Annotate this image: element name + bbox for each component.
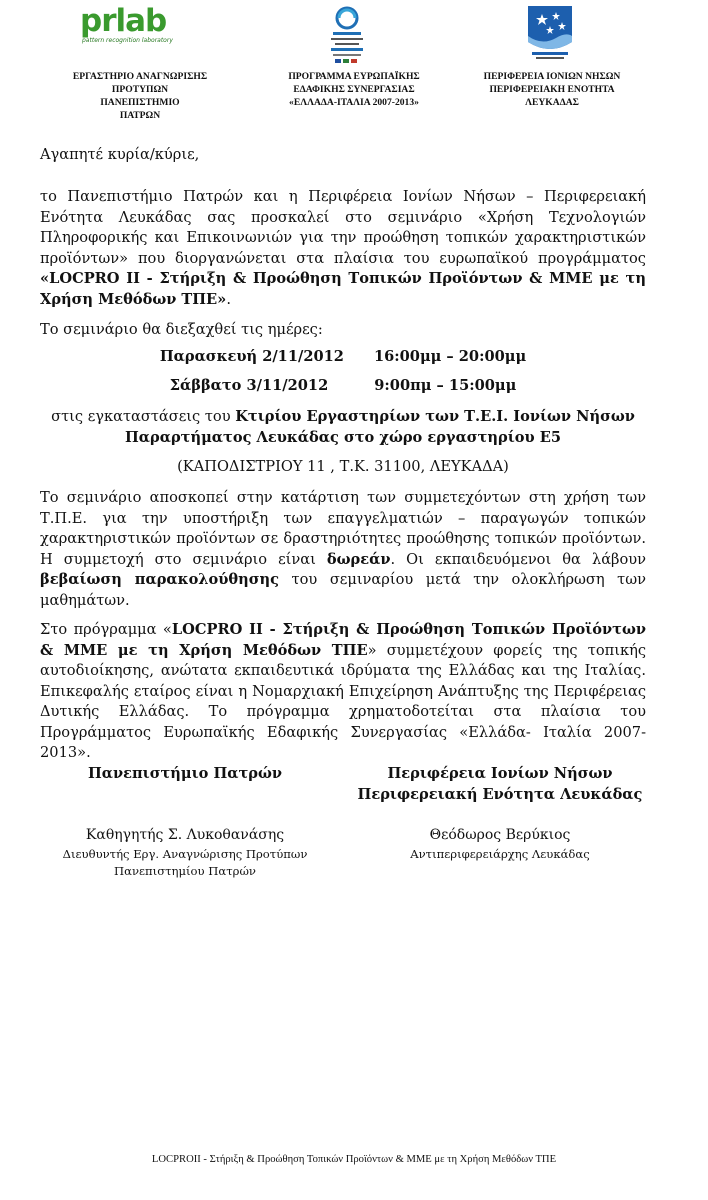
letterhead	[0, 0, 708, 130]
venue: στις εγκαταστάσεις του Κτιρίου Εργαστηρίων των Τ.Ε.Ι. Ιονίων Νήσων Παραρτήματος Λευκάδας στο χώρο εργαστηρίου Ε5	[51, 408, 635, 446]
seminar-description: Το σεμινάριο αποσκοπεί στην κατάρτιση των συμμετεχόντων στη χρήση των Τ.Π.Ε. για την υποστήριξη των επαγγελματιών – παραγωγών τοπικών χαρακτηριστικών προϊόντων σε δραστηριότητες προώθησης τοπικών προϊόντων. Η συμμετοχή στο σεμινάριο είναι δωρεάν. Οι εκπαιδευόμενοι θα λάβουν βεβαίωση παρακολούθησης του σεμιναρίου μετά την ολοκλήρωση των μαθημάτων.	[40, 489, 647, 609]
programme-title: «LOCPRO II - Στήριξη & Προώθηση Τοπικών Προϊόντων & ΜΜΕ με τη Χρήση Μεθόδων ΤΠΕ»	[40, 270, 646, 308]
prlab-logo-text: prlab	[80, 3, 167, 39]
signature-left-org: Πανεπιστήμιο Πατρών	[87, 765, 283, 782]
caption-pattern-lab: ΕΡΓΑΣΤΗΡΙΟ ΑΝΑΓΝΩΡΙΣΗΣ ΠΡΟΤΥΠΩΝ ΠΑΝΕΠΙΣΤΗΜΙΟ ΠΑΤΡΩΝ	[72, 71, 208, 121]
ionian-islands-logo	[522, 2, 578, 64]
prlab-logo-subtitle: pattern recognition laboratory	[82, 37, 173, 44]
page-footer: LOCPROII - Στήριξη & Προώθηση Τοπικών Προϊόντων & ΜΜΕ με τη Χρήση Μεθόδων ΤΠΕ	[151, 1154, 557, 1165]
caption-programme: ΠΡΟΓΡΑΜΜΑ ΕΥΡΩΠΑΪΚΗΣ ΕΔΑΦΙΚΗΣ ΣΥΝΕΡΓΑΣΙΑΣ «ΕΛΛΑΔΑ-ΙΤΑΛΙΑ 2007-2013»	[288, 71, 420, 108]
invitation-paragraph: το Πανεπιστήμιο Πατρών και η Περιφέρεια Ιονίων Νήσων – Περιφερειακή Ενότητα Λευκάδας σας προσκαλεί στο σεμινάριο «Χρήση Τεχνολογιών Πληροφορικής και Επικοινωνιών για την προώθηση τοπικών χαρακτηριστικών προϊόντων» που διοργανώνεται στα πλαίσια του ευρωπαϊκού προγράμματος «LOCPRO II - Στήριξη & Προώθηση Τοπικών Προϊόντων & ΜΜΕ με τη Χρήση Μεθόδων ΤΠΕ».	[40, 188, 646, 308]
interreg-logo	[323, 4, 371, 66]
address: (ΚΑΠΟΔΙΣΤΡΙΟΥ 11 , Τ.Κ. 31100, ΛΕΥΚΑΔΑ)	[177, 458, 509, 475]
date-line-1: Παρασκευή 2/11/2012 16:00μμ – 20:00μμ	[159, 348, 527, 365]
dates-intro: Το σεμινάριο θα διεξαχθεί τις ημέρες:	[40, 321, 323, 338]
programme-description: Στο πρόγραμμα «LOCPRO II - Στήριξη & Προώθηση Τοπικών Προϊόντων & ΜΜΕ με τη Χρήση Μεθόδων ΤΠΕ» συμμετέχουν φορείς της τοπικής αυτοδιοίκησης, ανώτατα εκπαιδευτικά ιδρύματα της Ελλάδας και της Ιταλίας. Επικεφαλής εταίρος είναι η Νομαρχιακή Επιχείρηση Ανάπτυξης της Περιφέρειας Δυτικής Ελλάδας. Το πρόγραμμα χρηματοδοτείται στα πλαίσια του Προγράμματος Ευρωπαϊκής Εδαφικής Συνεργασίας «Ελλάδα- Ιταλία 2007-2013».	[40, 621, 647, 761]
ionian-emblem-icon	[522, 2, 578, 64]
venue-building: Κτιρίου Εργαστηρίων των Τ.Ε.Ι. Ιονίων Νήσων Παραρτήματος Λευκάδας στο χώρο εργαστηρίου Ε5	[125, 408, 635, 446]
caption-region: ΠΕΡΙΦΕΡΕΙΑ ΙΟΝΙΩΝ ΝΗΣΩΝ ΠΕΡΙΦΕΡΕΙΑΚΗ ΕΝΟΤΗΤΑ ΛΕΥΚΑΔΑΣ	[483, 71, 621, 108]
signature-left-name: Καθηγητής Σ. Λυκοθανάσης	[85, 827, 285, 843]
greeting: Αγαπητέ κυρία/κύριε,	[40, 146, 200, 163]
signature-right-role: Αντιπεριφερειάρχης Λευκάδας	[410, 847, 590, 861]
signature-right-name: Θεόδωρος Βερύκιος	[429, 827, 571, 843]
prlab-logo	[80, 4, 198, 46]
interreg-emblem-icon	[323, 4, 371, 66]
signature-left-role: Διευθυντής Εργ. Αναγνώρισης Προτύπων Πανεπιστημίου Πατρών	[62, 847, 308, 878]
date-line-2: Σάββατο 3/11/2012 9:00πμ – 15:00μμ	[169, 377, 517, 394]
signature-right-org: Περιφέρεια Ιονίων Νήσων Περιφερειακή Ενότητα Λευκάδας	[357, 765, 643, 803]
